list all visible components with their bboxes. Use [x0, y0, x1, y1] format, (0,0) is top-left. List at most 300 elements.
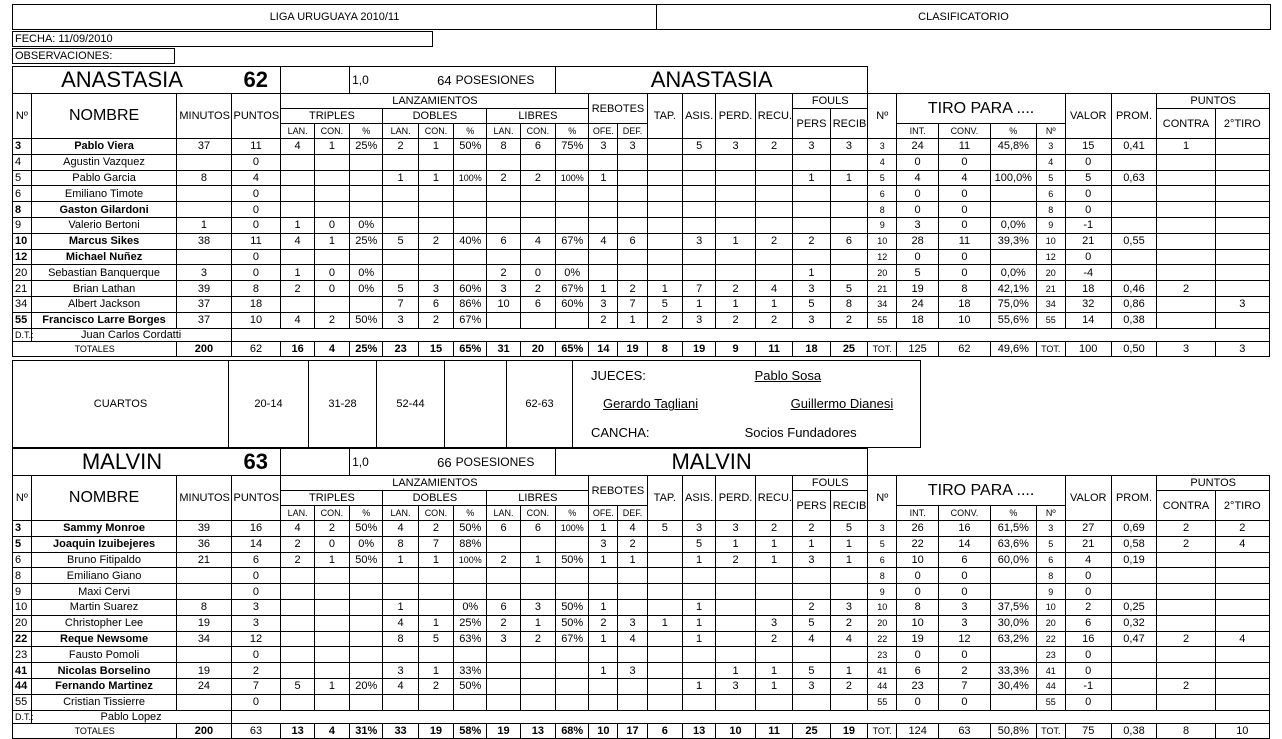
t_con-cell	[314, 154, 349, 170]
no2-cell: 5	[868, 536, 897, 552]
conv-cell: 0	[938, 647, 990, 663]
d_pct-cell	[454, 217, 487, 233]
no2-cell: 3	[868, 139, 897, 155]
col-tiro-para: TIRO PARA ....	[897, 94, 1066, 124]
l_lan-cell	[487, 312, 520, 328]
recib-cell	[830, 202, 867, 218]
conv-cell: 0	[938, 584, 990, 600]
player-row	[13, 139, 1270, 155]
l_con-cell	[520, 694, 555, 710]
tpct-cell: 30,0%	[990, 615, 1036, 631]
tap-cell	[647, 568, 682, 584]
totales-label: TOTALES	[13, 723, 177, 738]
d_lan-cell	[383, 154, 418, 170]
no2-cell: 55	[868, 694, 897, 710]
l_pct-cell: 100%	[556, 521, 589, 537]
recu-cell: 1	[755, 552, 792, 568]
recib-cell	[830, 694, 868, 710]
d_pct-cell: 63%	[454, 631, 487, 647]
pts-cell: 11	[231, 139, 281, 155]
t_pct-cell: 0%	[350, 217, 383, 233]
d_con-cell: 1	[418, 615, 453, 631]
pts-cell: 11	[231, 233, 281, 249]
no-cell: 55	[13, 694, 32, 710]
min-cell: 36	[177, 536, 231, 552]
no3-cell: 34	[1036, 296, 1065, 312]
col-triples-con: CON.	[314, 506, 349, 521]
t_con-cell	[314, 170, 349, 186]
player-row	[13, 678, 1270, 694]
d_con-cell: 1	[418, 170, 453, 186]
no2-cell: 5	[868, 170, 897, 186]
tpct-cell	[990, 186, 1036, 202]
recu-cell	[755, 568, 792, 584]
ofe-cell	[589, 647, 618, 663]
valor-cell: 0	[1065, 694, 1111, 710]
l_pct-cell: 100%	[556, 170, 589, 186]
valor-cell: 5	[1065, 170, 1111, 186]
total-valor: 100	[1065, 341, 1111, 356]
conv-cell: 0	[938, 568, 990, 584]
no2-cell: 12	[868, 249, 897, 265]
recu-cell: 2	[755, 631, 792, 647]
conv-cell: 18	[938, 296, 990, 312]
int-cell: 28	[897, 233, 939, 249]
t_con-cell: 1	[314, 139, 349, 155]
ofe-cell: 2	[589, 615, 618, 631]
recib-cell	[830, 249, 867, 265]
recib-cell	[830, 154, 867, 170]
pts-cell: 12	[231, 631, 281, 647]
int-cell: 0	[897, 186, 939, 202]
d_pct-cell: 50%	[454, 521, 487, 537]
nombre-cell: Gaston Gilardoni	[31, 202, 177, 218]
recu-cell: 3	[755, 615, 792, 631]
recu-cell	[755, 170, 792, 186]
no3-cell: 44	[1036, 678, 1065, 694]
conv-cell: 12	[938, 631, 990, 647]
league-title: LIGA URUGUAYA 2010/11	[13, 5, 657, 30]
conv-cell: 8	[938, 281, 990, 297]
d_pct-cell: 67%	[454, 312, 487, 328]
d_lan-cell: 3	[383, 663, 418, 679]
l_con-cell: 3	[520, 599, 555, 615]
no2-cell: 44	[868, 678, 897, 694]
asis-cell	[682, 647, 715, 663]
perd-cell: 3	[716, 678, 756, 694]
player-row	[13, 568, 1270, 584]
recu-cell: 1	[755, 678, 792, 694]
prom-cell: 0,58	[1111, 536, 1157, 552]
asis-cell: 1	[682, 599, 715, 615]
no3-cell: 3	[1036, 521, 1065, 537]
col-lanzamientos: LANZAMIENTOS	[281, 476, 589, 491]
tap-cell	[647, 202, 682, 218]
prom-cell: 0,69	[1111, 521, 1157, 537]
no2-cell: 23	[868, 647, 897, 663]
total-tiro-pct: 50,8%	[990, 723, 1036, 738]
quarters-table	[12, 360, 1271, 448]
pers-cell	[793, 647, 830, 663]
tpct-cell: 42,1%	[990, 281, 1036, 297]
int-cell: 5	[897, 265, 939, 281]
l_lan-cell: 2	[487, 170, 520, 186]
pts-cell: 0	[231, 202, 281, 218]
d_lan-cell	[383, 217, 418, 233]
t_lan-cell: 4	[281, 233, 314, 249]
no3-cell: 4	[1036, 154, 1065, 170]
col-no: Nº	[13, 476, 32, 521]
tpct-cell: 100,0%	[990, 170, 1036, 186]
tpct-cell: 33,3%	[990, 663, 1036, 679]
col-libres: LIBRES	[487, 491, 589, 506]
no-cell: 4	[13, 154, 32, 170]
total-perd: 10	[716, 723, 756, 738]
asis-cell: 1	[682, 631, 715, 647]
recu-cell	[755, 217, 792, 233]
contra-cell	[1157, 312, 1215, 328]
d_lan-cell: 2	[383, 139, 418, 155]
col-dobles-pct: %	[454, 506, 487, 521]
recib-cell: 2	[830, 312, 867, 328]
col-libres-lan: LAN.	[487, 506, 520, 521]
valor-cell: -1	[1065, 678, 1111, 694]
pers-cell: 5	[793, 296, 830, 312]
pts-cell: 0	[231, 249, 281, 265]
nombre-cell: Valerio Bertoni	[31, 217, 177, 233]
t_pct-cell	[350, 647, 383, 663]
col-dobles-pct: %	[454, 124, 487, 139]
col-minutos: MINUTOS	[177, 94, 231, 139]
min-cell: 3	[177, 265, 231, 281]
t_pct-cell: 0%	[350, 265, 383, 281]
total-t_con: 4	[314, 341, 349, 356]
pts-cell: 4	[231, 170, 281, 186]
ofe-cell: 3	[589, 536, 618, 552]
pers-cell	[793, 568, 830, 584]
def-cell	[618, 568, 647, 584]
tiro2-cell	[1215, 552, 1269, 568]
total-def: 17	[618, 723, 647, 738]
l_pct-cell: 67%	[556, 631, 589, 647]
recu-cell	[755, 249, 792, 265]
l_pct-cell: 67%	[556, 233, 589, 249]
l_con-cell: 6	[520, 139, 555, 155]
t_con-cell	[314, 249, 349, 265]
col-triples-lan: LAN.	[281, 124, 314, 139]
col-rebotes: REBOTES	[589, 476, 647, 506]
player-row	[13, 265, 1270, 281]
l_pct-cell: 0%	[556, 265, 589, 281]
pers-cell: 4	[793, 631, 830, 647]
no2-cell: 20	[868, 615, 897, 631]
min-cell: 37	[177, 139, 231, 155]
total-pers: 18	[793, 341, 830, 356]
d_lan-cell: 1	[383, 170, 418, 186]
prom-cell: 0,47	[1111, 631, 1157, 647]
conv-cell: 3	[938, 599, 990, 615]
no3-cell: 5	[1036, 536, 1065, 552]
no3-cell: 12	[1036, 249, 1065, 265]
prom-cell: 0,46	[1111, 281, 1157, 297]
d_con-cell: 1	[418, 139, 453, 155]
d_con-cell: 2	[418, 233, 453, 249]
col-pers: PERS	[793, 109, 830, 139]
recu-cell	[755, 694, 792, 710]
prom-cell: 0,38	[1111, 312, 1157, 328]
l_con-cell	[520, 186, 555, 202]
total-tap: 6	[647, 723, 682, 738]
no2-cell: 10	[868, 599, 897, 615]
perd-cell	[716, 599, 756, 615]
perd-cell	[716, 217, 756, 233]
int-cell: 10	[897, 615, 939, 631]
nombre-cell: Fernando Martinez	[31, 678, 177, 694]
d_con-cell: 3	[418, 281, 453, 297]
min-cell: 39	[177, 281, 231, 297]
asis-cell: 3	[682, 233, 715, 249]
l_pct-cell	[556, 536, 589, 552]
valor-cell: 0	[1065, 584, 1111, 600]
t_con-cell	[314, 631, 349, 647]
l_pct-cell	[556, 678, 589, 694]
pts-cell: 0	[231, 217, 281, 233]
judge-1: Pablo Sosa	[754, 367, 822, 383]
min-cell	[177, 186, 231, 202]
tap-cell	[647, 599, 682, 615]
l_con-cell	[520, 536, 555, 552]
conv-cell: 0	[938, 694, 990, 710]
col-libres-con: CON.	[520, 506, 555, 521]
int-cell: 3	[897, 217, 939, 233]
tap-cell: 1	[647, 281, 682, 297]
t_pct-cell: 25%	[350, 139, 383, 155]
t_pct-cell	[350, 249, 383, 265]
d_lan-cell: 8	[383, 631, 418, 647]
t_lan-cell	[281, 599, 314, 615]
t_lan-cell	[281, 694, 314, 710]
prom-cell	[1111, 265, 1157, 281]
tpct-cell	[990, 568, 1036, 584]
ofe-cell: 1	[589, 663, 618, 679]
col-nombre: NOMBRE	[31, 94, 177, 139]
l_pct-cell: 50%	[556, 599, 589, 615]
t_con-cell: 1	[314, 233, 349, 249]
col-libres-pct: %	[556, 124, 589, 139]
d_con-cell	[418, 584, 453, 600]
d_con-cell: 2	[418, 312, 453, 328]
d_lan-cell: 5	[383, 281, 418, 297]
total-recib: 25	[830, 341, 867, 356]
col-puntos: PUNTOS	[231, 94, 281, 139]
no3-cell: 10	[1036, 233, 1065, 249]
recib-cell: 5	[830, 281, 867, 297]
d_con-cell	[418, 647, 453, 663]
no-cell: 9	[13, 217, 32, 233]
recib-cell	[830, 568, 868, 584]
min-cell	[177, 154, 231, 170]
pers-cell: 1	[793, 170, 830, 186]
t_pct-cell	[350, 154, 383, 170]
perd-cell: 2	[716, 312, 756, 328]
tpct-cell: 75,0%	[990, 296, 1036, 312]
d_con-cell	[418, 568, 453, 584]
l_lan-cell: 6	[487, 521, 520, 537]
min-cell: 37	[177, 296, 231, 312]
l_pct-cell	[556, 217, 589, 233]
fecha-label: FECHA: 11/09/2010	[13, 32, 433, 47]
col-tiro2: 2°TIRO	[1215, 109, 1269, 139]
asis-cell	[682, 584, 715, 600]
perd-cell: 1	[716, 663, 756, 679]
player-row	[13, 233, 1270, 249]
d_con-cell	[418, 599, 453, 615]
player-row	[13, 312, 1270, 328]
l_lan-cell	[487, 568, 520, 584]
tap-cell: 2	[647, 312, 682, 328]
int-cell: 6	[897, 663, 939, 679]
min-cell: 24	[177, 678, 231, 694]
total-l_con: 20	[520, 341, 555, 356]
recib-cell	[830, 186, 867, 202]
nombre-cell: Agustin Vazquez	[31, 154, 177, 170]
d_pct-cell	[454, 265, 487, 281]
ofe-cell: 1	[589, 281, 618, 297]
col-fouls: FOULS	[793, 94, 868, 109]
team2-coach: Pablo Lopez	[31, 710, 231, 723]
t_pct-cell	[350, 186, 383, 202]
nombre-cell: Pablo Garcia	[31, 170, 177, 186]
total-tiro2: 3	[1215, 341, 1269, 356]
quarter-1: 20-14	[229, 361, 309, 448]
t_lan-cell	[281, 296, 314, 312]
t_lan-cell: 1	[281, 217, 314, 233]
t_pct-cell: 50%	[350, 312, 383, 328]
quarter-2: 31-28	[309, 361, 377, 448]
l_pct-cell	[556, 154, 589, 170]
total-l_pct: 65%	[556, 341, 589, 356]
tpct-cell	[990, 647, 1036, 663]
t_con-cell	[314, 202, 349, 218]
int-cell: 0	[897, 249, 939, 265]
contra-cell	[1157, 249, 1215, 265]
l_lan-cell	[487, 536, 520, 552]
cancha-row	[573, 418, 921, 447]
int-cell: 23	[897, 678, 939, 694]
conv-cell: 10	[938, 312, 990, 328]
tap-cell	[647, 265, 682, 281]
ofe-cell	[589, 249, 618, 265]
min-cell	[177, 647, 231, 663]
col-tiro-para: TIRO PARA ....	[897, 476, 1066, 506]
total-l_lan: 19	[487, 723, 520, 738]
t_lan-cell: 5	[281, 678, 314, 694]
int-cell: 0	[897, 202, 939, 218]
d_lan-cell: 1	[383, 552, 418, 568]
no-cell: 41	[13, 663, 32, 679]
contra-cell	[1157, 154, 1215, 170]
l_lan-cell: 3	[487, 281, 520, 297]
t_pct-cell	[350, 694, 383, 710]
no-cell: 8	[13, 202, 32, 218]
asis-cell	[682, 265, 715, 281]
t_con-cell	[314, 615, 349, 631]
judges-row-2	[573, 390, 921, 419]
contra-cell	[1157, 217, 1215, 233]
pers-cell: 3	[793, 678, 830, 694]
dt-label: D.T.:	[13, 710, 32, 723]
player-row	[13, 281, 1270, 297]
l_con-cell: 2	[520, 281, 555, 297]
total-d_lan: 23	[383, 341, 418, 356]
t_pct-cell: 20%	[350, 678, 383, 694]
col-valor: VALOR	[1065, 476, 1111, 521]
pers-cell	[793, 186, 830, 202]
pts-cell: 0	[231, 647, 281, 663]
int-cell: 0	[897, 694, 939, 710]
player-row	[13, 521, 1270, 537]
perd-cell	[716, 647, 756, 663]
cancha-label: CANCHA:	[591, 425, 650, 441]
prom-cell: 0,55	[1111, 233, 1157, 249]
team1-name-right: ANASTASIA	[556, 67, 868, 94]
nombre-cell: Emiliano Giano	[31, 568, 177, 584]
l_pct-cell	[556, 647, 589, 663]
recib-cell: 1	[830, 663, 868, 679]
pers-cell: 3	[793, 552, 830, 568]
conv-cell: 0	[938, 154, 990, 170]
contra-cell	[1157, 202, 1215, 218]
tap-cell	[647, 552, 682, 568]
perd-cell: 3	[716, 521, 756, 537]
col-recu: RECU.	[755, 94, 792, 139]
perd-cell	[716, 170, 756, 186]
contra-cell	[1157, 186, 1215, 202]
no-cell: 10	[13, 599, 32, 615]
total-recu: 11	[755, 723, 792, 738]
t_con-cell	[314, 694, 349, 710]
pts-cell: 16	[231, 521, 281, 537]
ofe-cell	[589, 202, 618, 218]
def-cell: 7	[618, 296, 647, 312]
tap-cell: 5	[647, 521, 682, 537]
l_pct-cell	[556, 312, 589, 328]
l_lan-cell: 2	[487, 552, 520, 568]
contra-cell	[1157, 296, 1215, 312]
nombre-cell: Michael Nuñez	[31, 249, 177, 265]
pers-cell	[793, 694, 830, 710]
l_pct-cell: 75%	[556, 139, 589, 155]
l_lan-cell	[487, 202, 520, 218]
t_pct-cell	[350, 663, 383, 679]
perd-cell: 1	[716, 296, 756, 312]
no-cell: 20	[13, 615, 32, 631]
recu-cell: 2	[755, 312, 792, 328]
no2-cell: 8	[868, 202, 897, 218]
conv-cell: 0	[938, 186, 990, 202]
tiro2-cell	[1215, 281, 1269, 297]
valor-cell: 27	[1065, 521, 1111, 537]
pts-cell: 6	[231, 552, 281, 568]
t_lan-cell	[281, 186, 314, 202]
int-cell: 10	[897, 552, 939, 568]
pers-cell: 5	[793, 615, 830, 631]
no-cell: 34	[13, 296, 32, 312]
recu-cell	[755, 599, 792, 615]
conv-cell: 0	[938, 265, 990, 281]
d_con-cell: 2	[418, 521, 453, 537]
nombre-cell: Martin Suarez	[31, 599, 177, 615]
